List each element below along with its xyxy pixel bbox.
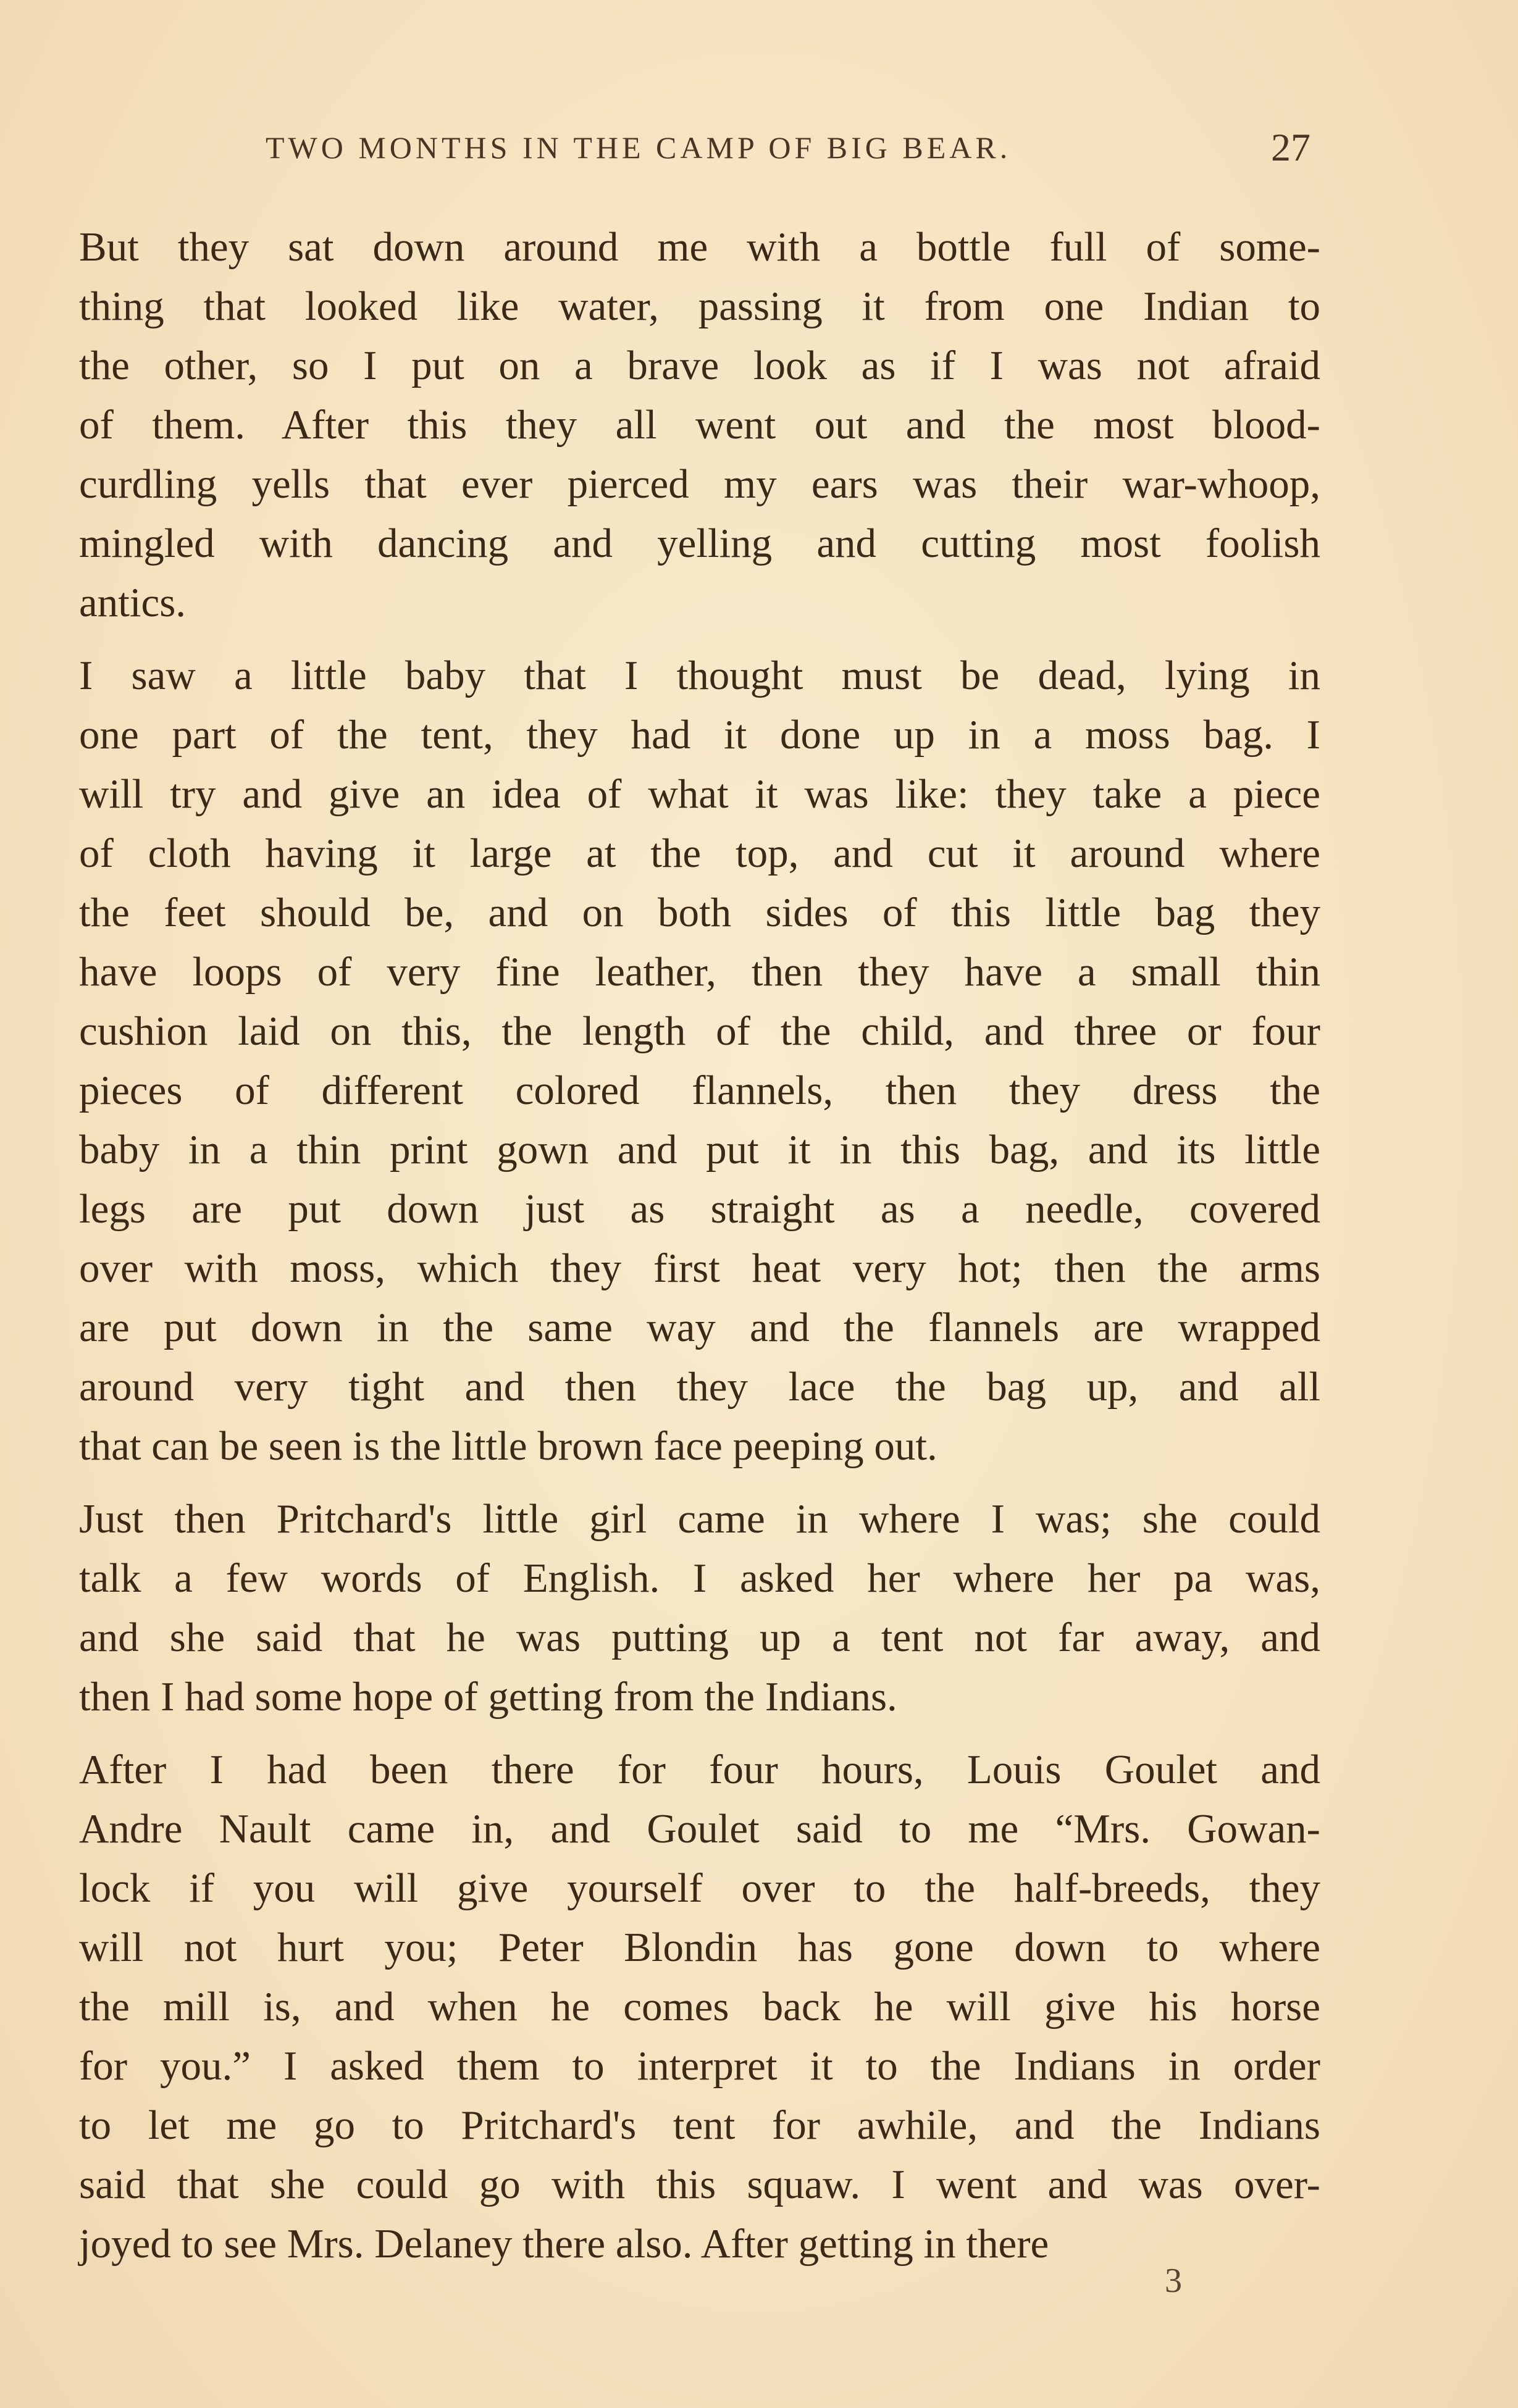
text-line: around very tight and then they lace the bag up, and all — [79, 1364, 1320, 1410]
text-line: and she said that he was putting up a tent not far away, and — [79, 1615, 1320, 1660]
body-text — [79, 217, 1320, 2287]
paragraph — [79, 646, 1320, 1476]
text-line: I saw a little baby that I thought must be dead, lying in — [79, 653, 1320, 698]
text-line: Just then Pritchard's little girl came in where I was; she could — [79, 1496, 1320, 1542]
text-line: will try and give an idea of what it was like: they take a piece — [79, 771, 1320, 817]
text-line: But they sat down around me with a bottle full of some- — [79, 224, 1320, 270]
text-line: the feet should be, and on both sides of this little bag they — [79, 890, 1320, 935]
paragraph — [79, 1489, 1320, 1726]
text-line: of cloth having it large at the top, and cut it around where — [79, 830, 1320, 876]
text-line: curdling yells that ever pierced my ears was their war-whoop, — [79, 461, 1320, 507]
text-line: for you.” I asked them to interpret it to the Indians in order — [79, 2043, 1320, 2089]
paragraph — [79, 217, 1320, 632]
running-header: TWO MONTHS IN THE CAMP OF BIG BEAR. — [266, 130, 1012, 165]
text-line: the mill is, and when he comes back he will give his horse — [79, 1984, 1320, 2030]
text-line: of them. After this they all went out and the most blood- — [79, 402, 1320, 448]
text-line: to let me go to Pritchard's tent for awhile, and the Indians — [79, 2102, 1320, 2148]
text-line: are put down in the same way and the flannels are wrapped — [79, 1305, 1320, 1350]
text-line: antics. — [79, 580, 187, 625]
text-line: have loops of very fine leather, then they have a small thin — [79, 949, 1320, 995]
text-line: cushion laid on this, the length of the child, and three or four — [79, 1008, 1320, 1054]
paragraph — [79, 1740, 1320, 2273]
text-line: baby in a thin print gown and put it in this bag, and its little — [79, 1127, 1320, 1173]
text-line: talk a few words of English. I asked her where her pa was, — [79, 1555, 1320, 1601]
text-line: one part of the tent, they had it done up in a moss bag. I — [79, 712, 1320, 758]
text-line: joyed to see Mrs. Delaney there also. After getting in there — [79, 2221, 1049, 2267]
text-line: the other, so I put on a brave look as if I was not afraid — [79, 343, 1320, 388]
text-line: pieces of different colored flannels, then they dress the — [79, 1068, 1320, 1113]
signature-mark: 3 — [1165, 2262, 1182, 2300]
text-line: then I had some hope of getting from the Indians. — [79, 1674, 897, 1720]
text-line: thing that looked like water, passing it from one Indian to — [79, 283, 1320, 329]
text-line: After I had been there for four hours, Louis Goulet and — [79, 1747, 1320, 1792]
page-number: 27 — [1271, 125, 1310, 169]
text-line: lock if you will give yourself over to the half-breeds, they — [79, 1865, 1320, 1911]
text-line: said that she could go with this squaw. I went and was over- — [79, 2162, 1320, 2207]
text-line: legs are put down just as straight as a needle, covered — [79, 1186, 1320, 1232]
text-line: will not hurt you; Peter Blondin has gone down to where — [79, 1925, 1320, 1970]
text-line: mingled with dancing and yelling and cutting most foolish — [79, 520, 1320, 566]
text-line: that can be seen is the little brown face peeping out. — [79, 1423, 937, 1469]
text-line: Andre Nault came in, and Goulet said to me “Mrs. Gowan- — [79, 1806, 1320, 1852]
text-line: over with moss, which they first heat very hot; then the arms — [79, 1245, 1320, 1291]
